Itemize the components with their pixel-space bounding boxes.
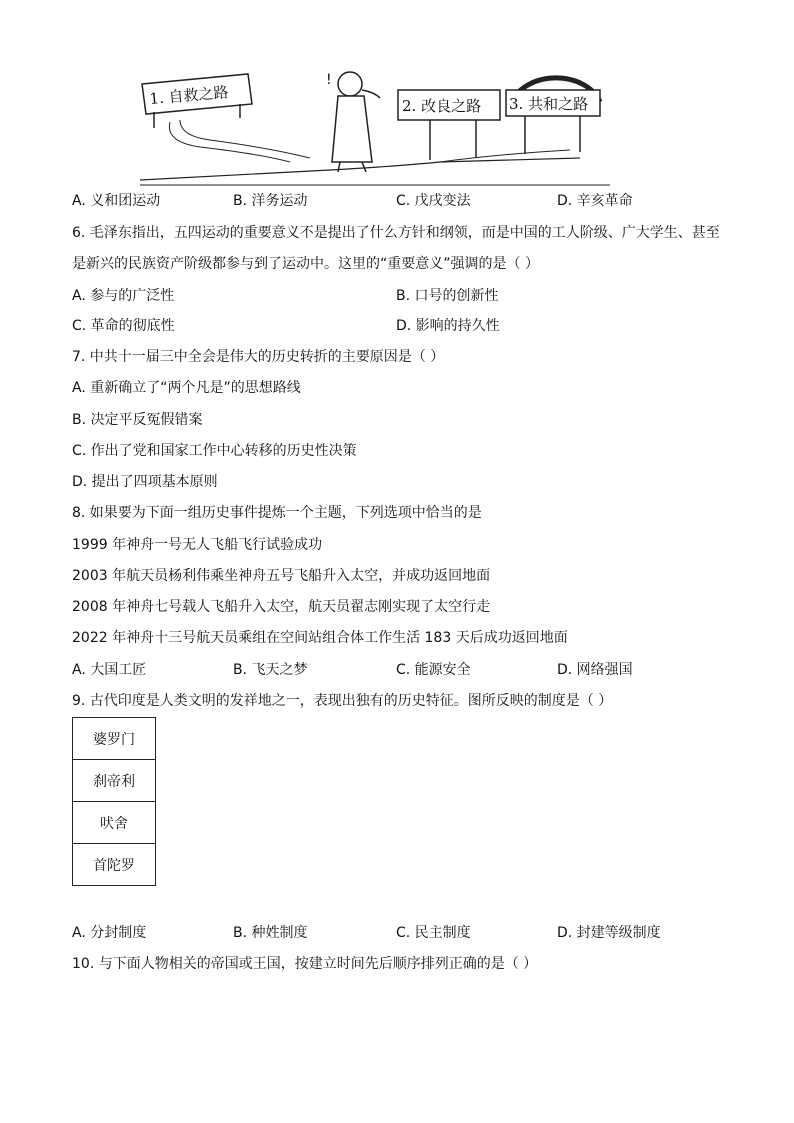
- q7-option-a[interactable]: A. 重新确立了“两个凡是”的思想路线: [72, 380, 301, 396]
- sign-3-text: 3. 共和之路: [509, 95, 589, 113]
- caste-shudra: 首陀罗: [73, 844, 156, 886]
- q9-option-c[interactable]: C. 民主制度: [396, 925, 471, 941]
- q8-event-1: 1999 年神舟一号无人飞船飞行试验成功: [72, 537, 323, 553]
- q8-option-a[interactable]: A. 大国工匠: [72, 662, 147, 678]
- q8-option-c[interactable]: C. 能源安全: [396, 662, 471, 678]
- sign-republic: [506, 78, 600, 154]
- q7-option-c[interactable]: C. 作出了党和国家工作中心转移的历史性决策: [72, 443, 357, 459]
- person-figure: [326, 72, 380, 172]
- q6-option-b[interactable]: B. 口号的创新性: [396, 288, 499, 304]
- caste-kshatriya: 刹帝利: [73, 760, 156, 802]
- sign-reform: [398, 90, 500, 160]
- q8-option-b[interactable]: B. 飞天之梦: [233, 662, 308, 678]
- q9-stem: 9. 古代印度是人类文明的发祥地之一，表现出独有的历史特征。图所反映的制度是（ ）: [72, 693, 613, 709]
- q9-option-d[interactable]: D. 封建等级制度: [557, 925, 661, 941]
- q5-option-a[interactable]: A. 义和团运动: [72, 193, 161, 209]
- q8-event-4: 2022 年神舟十三号航天员乘组在空间站组合体工作生活 183 天后成功返回地面: [72, 630, 568, 646]
- q6-option-c[interactable]: C. 革命的彻底性: [72, 318, 175, 334]
- q5-option-c[interactable]: C. 戊戌变法: [396, 193, 471, 209]
- roads-cartoon: [140, 62, 610, 187]
- sign-2-text: 2. 改良之路: [402, 97, 482, 115]
- q7-option-d[interactable]: D. 提出了四项基本原则: [72, 474, 218, 490]
- q7-stem: 7. 中共十一届三中全会是伟大的历史转折的主要原因是（ ）: [72, 349, 445, 365]
- q8-event-2: 2003 年航天员杨利伟乘坐神舟五号飞船升入太空，并成功返回地面: [72, 568, 491, 584]
- sign-1-text: 1. 自救之路: [148, 83, 230, 108]
- sign-self-rescue: [142, 74, 252, 128]
- svg-text:!: !: [326, 72, 332, 88]
- q5-option-b[interactable]: B. 洋务运动: [233, 193, 308, 209]
- q10-stem: 10. 与下面人物相关的帝国或王国，按建立时间先后顺序排列正确的是（ ）: [72, 956, 538, 972]
- q6-stem-line1: 6. 毛泽东指出，五四运动的重要意义不是提出了什么方针和纲领，而是中国的工人阶级、广大学生、甚至: [72, 225, 720, 241]
- caste-table: [72, 717, 156, 886]
- q8-option-d[interactable]: D. 网络强国: [557, 662, 633, 678]
- q9-option-b[interactable]: B. 种姓制度: [233, 925, 308, 941]
- q6-option-d[interactable]: D. 影响的持久性: [396, 318, 500, 334]
- q8-stem: 8. 如果要为下面一组历史事件提炼一个主题，下列选项中恰当的是: [72, 505, 482, 521]
- q6-option-a[interactable]: A. 参与的广泛性: [72, 288, 175, 304]
- q8-event-3: 2008 年神舟七号载人飞船升入太空，航天员翟志刚实现了太空行走: [72, 599, 491, 615]
- q9-option-a[interactable]: A. 分封制度: [72, 925, 147, 941]
- caste-vaishya: 吠舍: [73, 802, 156, 844]
- q6-stem-line2: 是新兴的民族资产阶级都参与到了运动中。这里的“重要意义”强调的是（ ）: [72, 256, 539, 272]
- q5-option-d[interactable]: D. 辛亥革命: [557, 193, 633, 209]
- q7-option-b[interactable]: B. 决定平反冤假错案: [72, 412, 203, 428]
- caste-brahmin: 婆罗门: [73, 718, 156, 760]
